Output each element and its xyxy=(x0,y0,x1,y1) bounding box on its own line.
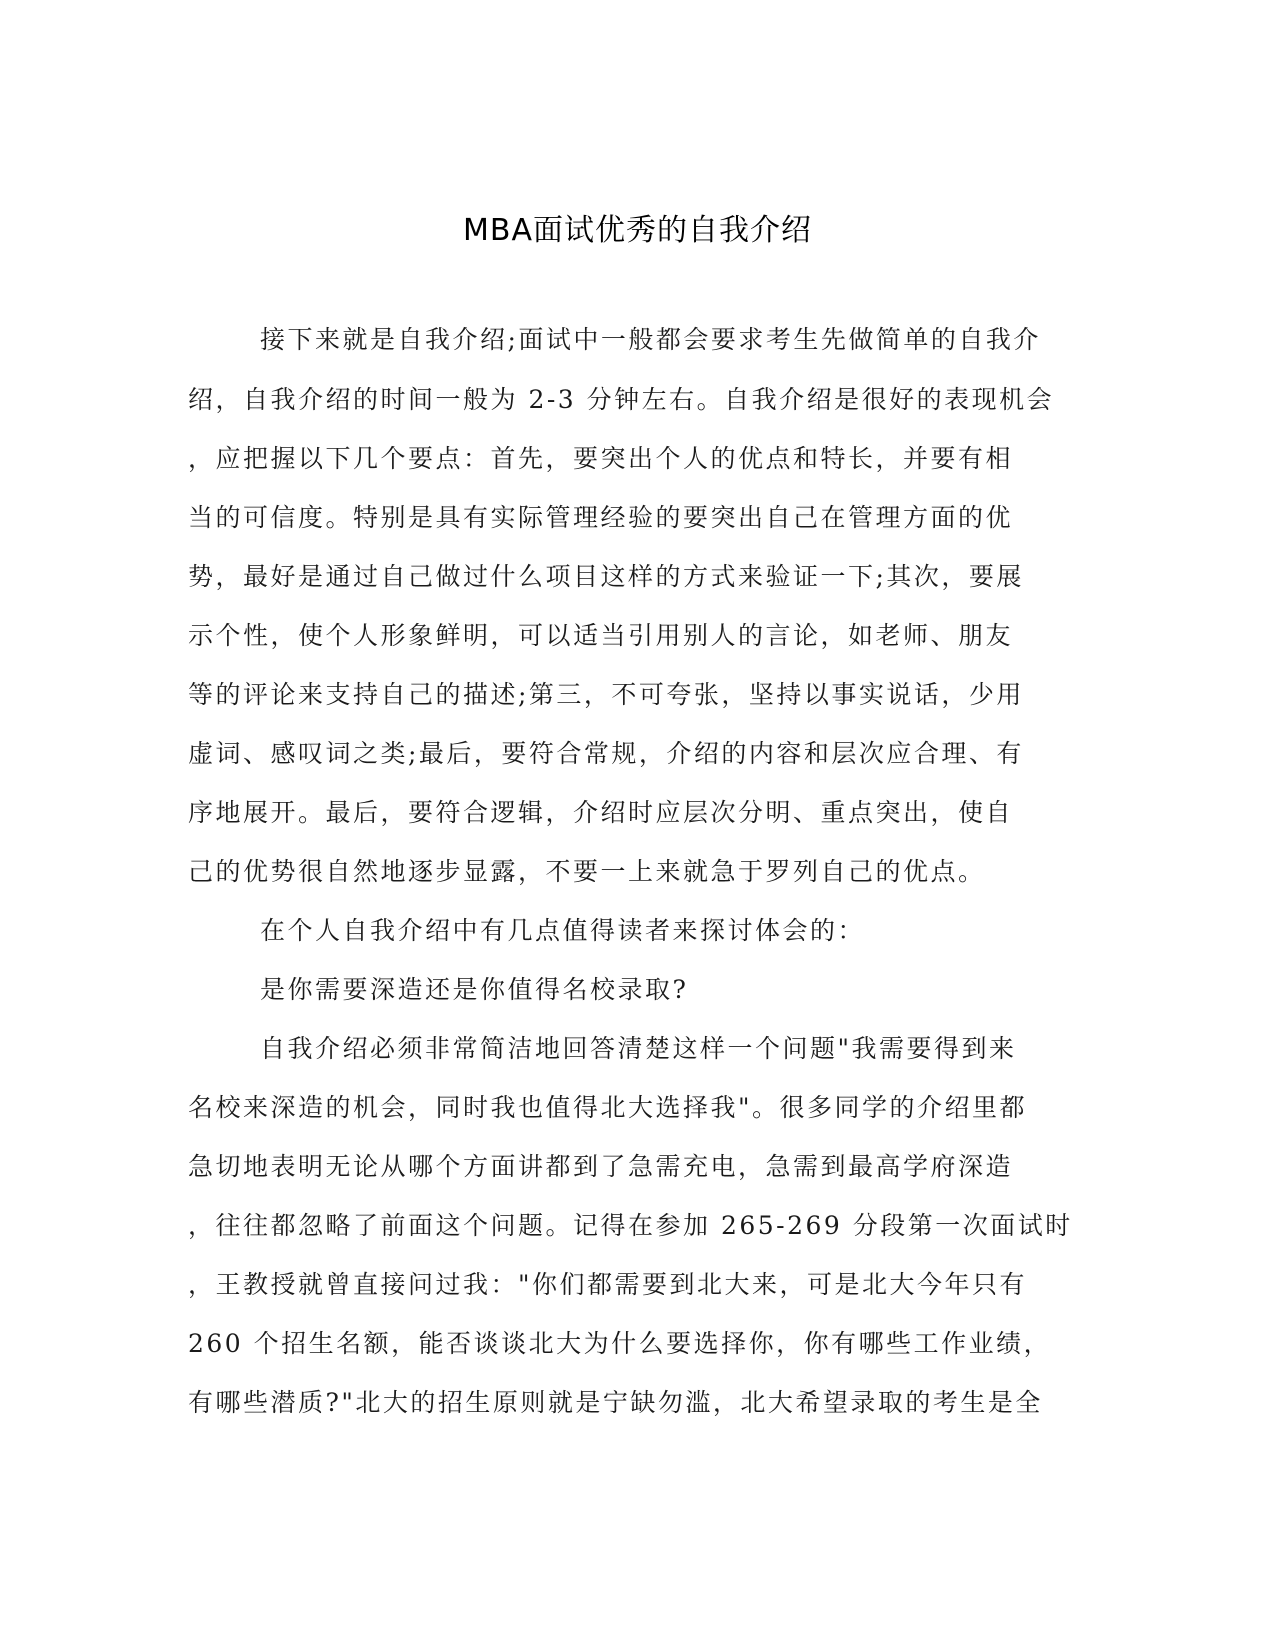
paragraph-line: 有哪些潜质?"北大的招生原则就是宁缺勿滥，北大希望录取的考生是全 xyxy=(188,1388,1043,1417)
paragraph-line: 名校来深造的机会，同时我也值得北大选择我"。很多同学的介绍里都 xyxy=(188,1093,1028,1122)
paragraph-line: ，王教授就曾直接问过我："你们都需要到北大来，可是北大今年只有 xyxy=(188,1270,1028,1299)
paragraph-line: 绍，自我介绍的时间一般为 2-3 分钟左右。自我介绍是很好的表现机会 xyxy=(188,385,1055,414)
paragraph-line: ，往往都忽略了前面这个问题。记得在参加 265-269 分段第一次面试时 xyxy=(188,1211,1073,1240)
paragraph-line: 等的评论来支持自己的描述;第三，不可夸张，坚持以事实说话，少用 xyxy=(188,680,1024,709)
paragraph-line: 接下来就是自我介绍;面试中一般都会要求考生先做简单的自我介 xyxy=(260,325,1041,354)
paragraph-line: 己的优势很自然地逐步显露，不要一上来就急于罗列自己的优点。 xyxy=(188,857,986,886)
paragraph-line: 在个人自我介绍中有几点值得读者来探讨体会的： xyxy=(260,916,866,945)
paragraph-line: ，应把握以下几个要点：首先，要突出个人的优点和特长，并要有相 xyxy=(188,444,1014,473)
paragraph-line: 急切地表明无论从哪个方面讲都到了急需充电，急需到最高学府深造 xyxy=(188,1152,1014,1181)
paragraph-line: 势，最好是通过自己做过什么项目这样的方式来验证一下;其次，要展 xyxy=(188,562,1024,591)
paragraph-line: 当的可信度。特别是具有实际管理经验的要突出自己在管理方面的优 xyxy=(188,503,1014,532)
paragraph-line: 自我介绍必须非常简洁地回答清楚这样一个问题"我需要得到来 xyxy=(260,1034,1017,1063)
paragraph-line: 序地展开。最后，要符合逻辑，介绍时应层次分明、重点突出，使自 xyxy=(188,798,1014,827)
paragraph-line: 示个性，使个人形象鲜明，可以适当引用别人的言论，如老师、朋友 xyxy=(188,621,1014,650)
paragraph-line: 是你需要深造还是你值得名校录取? xyxy=(260,975,689,1004)
paragraph-line: 虚词、感叹词之类;最后，要符合常规，介绍的内容和层次应合理、有 xyxy=(188,739,1024,768)
paragraph-line: 260 个招生名额，能否谈谈北大为什么要选择你，你有哪些工作业绩， xyxy=(188,1329,1052,1358)
document-title: MBA面试优秀的自我介绍 xyxy=(463,213,812,248)
